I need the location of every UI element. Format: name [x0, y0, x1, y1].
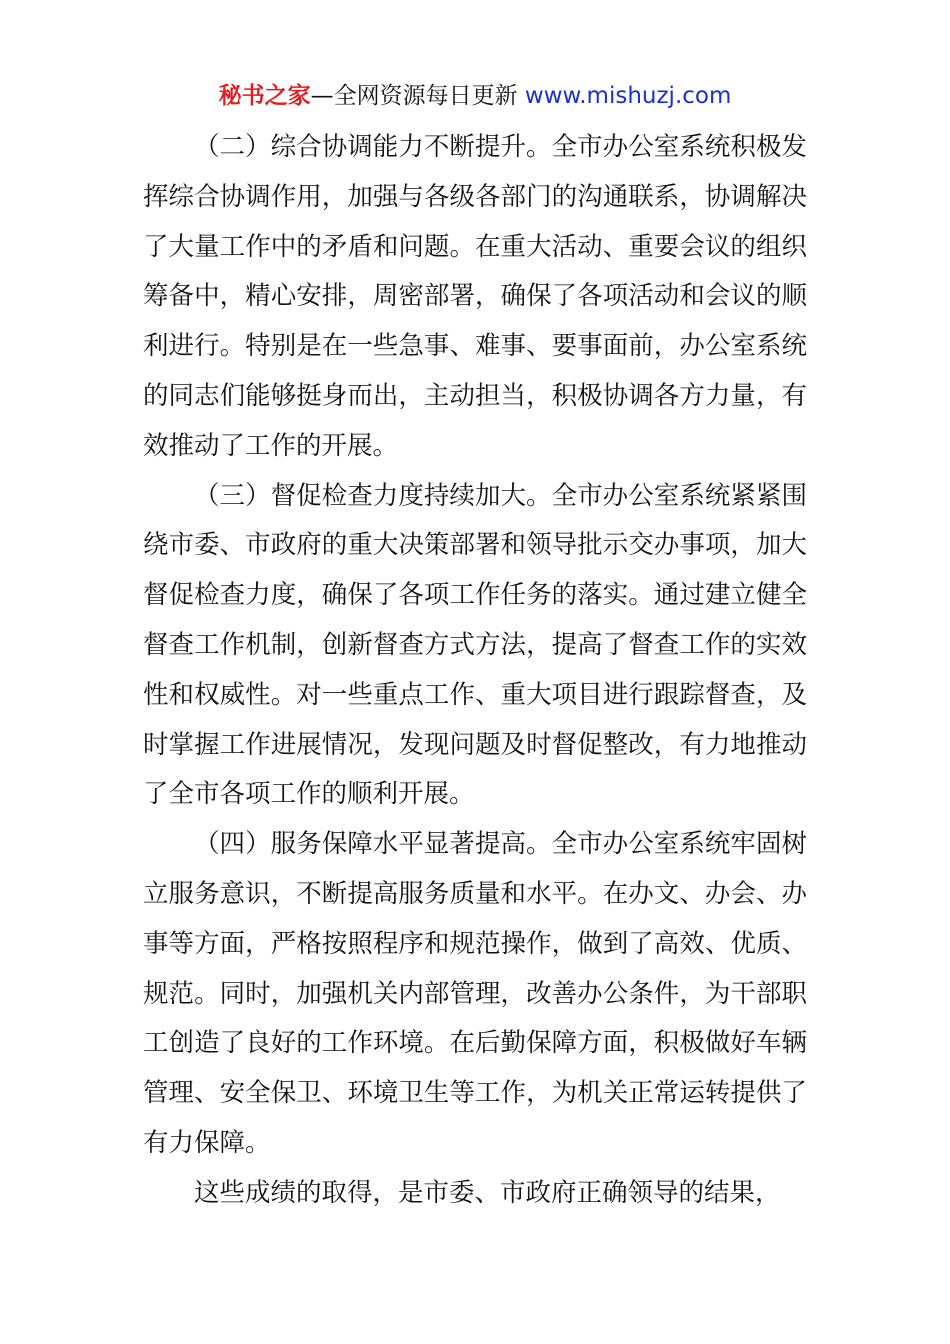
paragraph-coordination: （二）综合协调能力不断提升。全市办公室系统积极发挥综合协调作用，加强与各级各部门的沟通联系，协调解决了大量工作中的矛盾和问题。在重大活动、重要会议的组织筹备中，精心安排，周密部署，确保了各项活动和会议的顺利进行。特别是在一些急事、难事、要事面前，办公室系统的同志们能够挺身而出，主动担当，积极协调各方力量，有效推动了工作的开展。	[143, 132, 807, 461]
site-brand: 秘书之家	[218, 83, 311, 109]
paragraph-summary: 这些成绩的取得，是市委、市政府正确领导的结果，	[194, 1177, 781, 1208]
site-header	[0, 80, 950, 112]
paragraph-service: （四）服务保障水平显著提高。全市办公室系统牢固树立服务意识，不断提高服务质量和水平。在办文、办会、办事等方面，严格按照程序和规范操作，做到了高效、优质、规范。同时，加强机关内部管理，改善办公条件，为干部职工创造了良好的工作环境。在后勤保障方面，积极做好车辆管理、安全保卫、环境卫生等工作，为机关正常运转提供了有力保障。	[143, 829, 807, 1158]
site-tagline: —全网资源每日更新	[310, 83, 518, 109]
paragraph-supervision: （三）督促检查力度持续加大。全市办公室系统紧紧围绕市委、市政府的重大决策部署和领导批示交办事项，加大督促检查力度，确保了各项工作任务的落实。通过建立健全督查工作机制，创新督查方式方法，提高了督查工作的实效性和权威性。对一些重点工作、重大项目进行跟踪督查，及时掌握工作进展情况，发现问题及时督促整改，有力地推动了全市各项工作的顺利开展。	[143, 480, 807, 810]
document-body	[143, 123, 807, 1219]
site-url-link[interactable]: www.mishuzj.com	[524, 83, 732, 109]
